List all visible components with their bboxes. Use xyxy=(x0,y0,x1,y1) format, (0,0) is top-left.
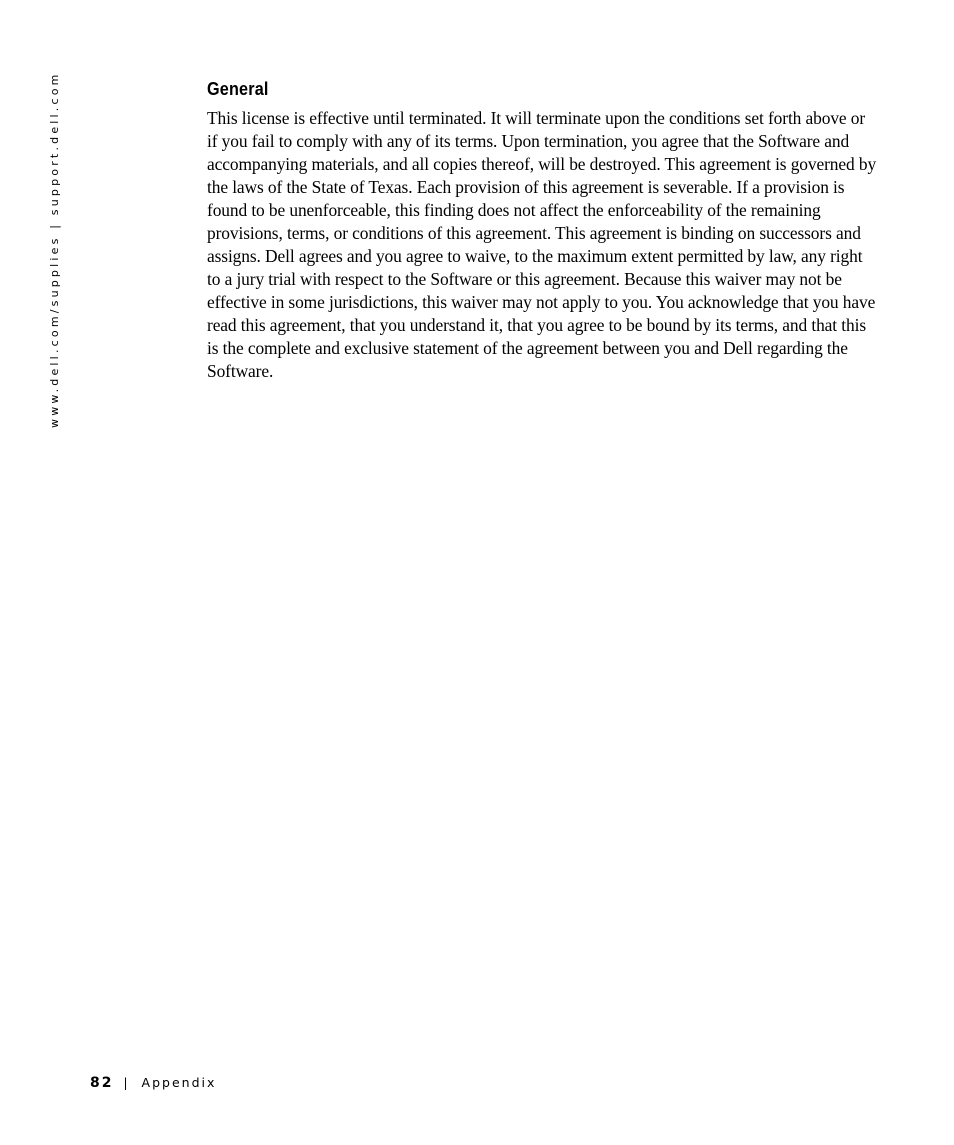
section-paragraph: This license is effective until terminated. It will terminate upon the conditions set forth above or if you fail to comply with any of its terms. Upon termination, you agree that the Software and accompanying materials, and all copies thereof, will be destroyed. This agreement is governed by the laws of the State of Texas. Each provision of this agreement is severable. If a provision is found to be unenforceable, this finding does not affect the enforceability of the remaining provisions, terms, or conditions of this agreement. This agreement is binding on successors and assigns. Dell agrees and you agree to waive, to the maximum extent permitted by law, any right to a jury trial with respect to the Software or this agreement. Because this waiver may not be effective in some jurisdictions, this waiver may not apply to you. You acknowledge that you have read this agreement, that you understand it, that you agree to be bound by its terms, and that this is the complete and exclusive statement of the agreement between you and Dell regarding the Software. xyxy=(207,108,877,381)
footer-separator: | xyxy=(123,1076,128,1090)
section-heading: General xyxy=(207,79,269,99)
page-number: 82 xyxy=(90,1075,114,1091)
main-content xyxy=(207,78,877,383)
sidebar-url-text: www.dell.com/supplies | support.dell.com xyxy=(48,71,61,428)
footer-section-name: Appendix xyxy=(141,1075,217,1090)
page-footer xyxy=(90,1075,216,1095)
